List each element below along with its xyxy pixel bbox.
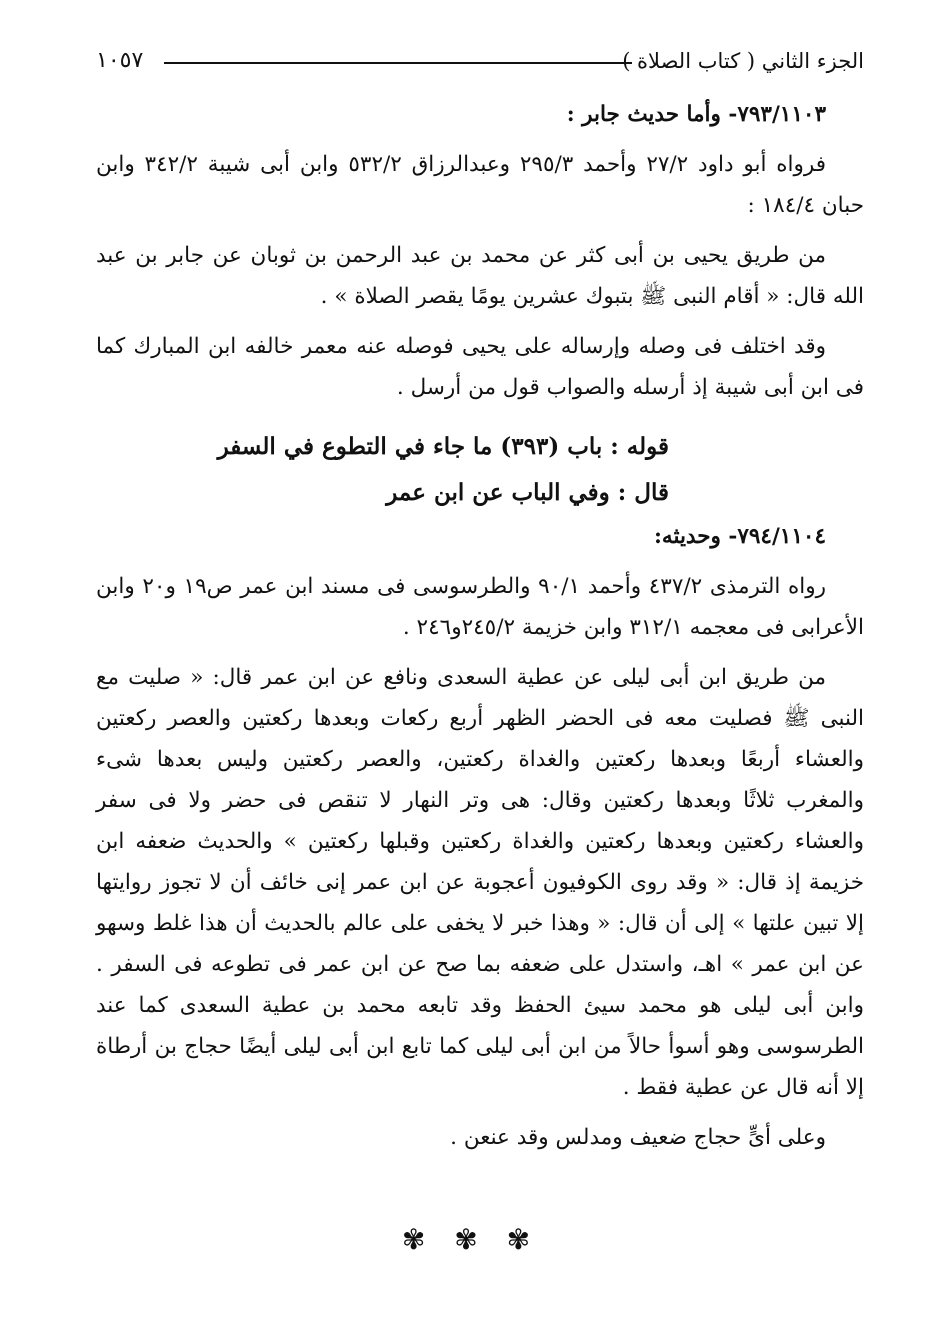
section-heading-chapter: قوله : باب (٣٩٣) ما جاء في التطوع في السفر	[217, 433, 669, 460]
paragraph-discrepancy: وقد اختلف فى وصله وإرساله على يحيى فوصله عنه معمر خالفه ابن المبارك كما فى ابن أبى شيبة إذ أرسله والصواب قول من أرسل .	[96, 334, 864, 400]
ornament-divider: ✾ ✾ ✾	[401, 1223, 541, 1256]
entry-heading-1104: ٧٩٤/١١٠٤- وحديثه:	[654, 524, 826, 549]
paragraph-chain-jabir: من طريق يحيى بن أبى كثر عن محمد بن عبد الرحمن بن ثوبان عن جابر بن عبد الله قال: « أقام النبى ﷺ بتبوك عشرين يومًا يقصر الصلاة » .	[96, 243, 864, 309]
paragraph-conclusion: وعلى أىٍّ حجاج ضعيف ومدلس وقد عنعن .	[450, 1125, 826, 1150]
paragraph-sources-ibn-umar: رواه الترمذى ٤٣٧/٢ وأحمد ٩٠/١ والطرسوسى فى مسند ابن عمر ص١٩ و٢٠ وابن الأعرابى فى معجمه ٣١٢/١ وابن خزيمة ٢٤٥/٢و٢٤٦ .	[96, 574, 864, 640]
running-head: الجزء الثاني ( كتاب الصلاة )	[622, 49, 864, 73]
section-heading-ibn-umar: قال : وفي الباب عن ابن عمر	[386, 479, 669, 506]
body-text	[96, 94, 864, 1167]
paragraph-sources-jabir: فرواه أبو داود ٢٧/٢ وأحمد ٢٩٥/٣ وعبدالرزاق ٥٣٢/٢ وابن أبى شيبة ٣٤٢/٢ وابن حبان ١٨٤/٤ :	[96, 152, 864, 218]
entry-heading-1103: ٧٩٣/١١٠٣- وأما حديث جابر :	[566, 102, 826, 127]
paragraph-chain-ibn-umar: من طريق ابن أبى ليلى عن عطية السعدى ونافع عن ابن عمر قال: « صليت مع النبى ﷺ فصليت معه فى الحضر الظهر أربع ركعات وبعدها ركعتين والعصر ركعتين والعشاء أربعًا وبعدها ركعتين والغداة ركعتين، والعصر ركعتين وليس بعدها شىء والمغرب ثلاثًا وبعدها ركعتين وقال: هى وتر النهار لا تنقص فى حضر ولا فى سفر والعشاء ركعتين وبعدها ركعتين والغداة ركعتين وقبلها ركعتين » والحديث ضعفه ابن خزيمة إذ قال: « وقد روى الكوفيون أعجوبة عن ابن عمر إنى خائف أن لا تجوز روايتها إلا تبين علتها » إلى أن قال: « وهذا خبر لا يخفى على عالم بالحديث أن هذا غلط وسهو عن ابن عمر » اهـ، واستدل على ضعفه بما صح عن ابن عمر فى تطوعه فى السفر . وابن أبى ليلى هو محمد سيئ الحفظ وقد تابعه محمد بن عطية السعدى كما عند الطرسوسى وهو أسوأ حالاً من ابن أبى ليلى كما تابع ابن أبى ليلى أيضًا حجاج بن أرطاة إلا أنه قال عن عطية فقط .	[96, 665, 864, 1100]
page-number: ١٠٥٧	[96, 48, 144, 73]
header-rule	[164, 62, 632, 64]
page-header	[96, 46, 864, 86]
